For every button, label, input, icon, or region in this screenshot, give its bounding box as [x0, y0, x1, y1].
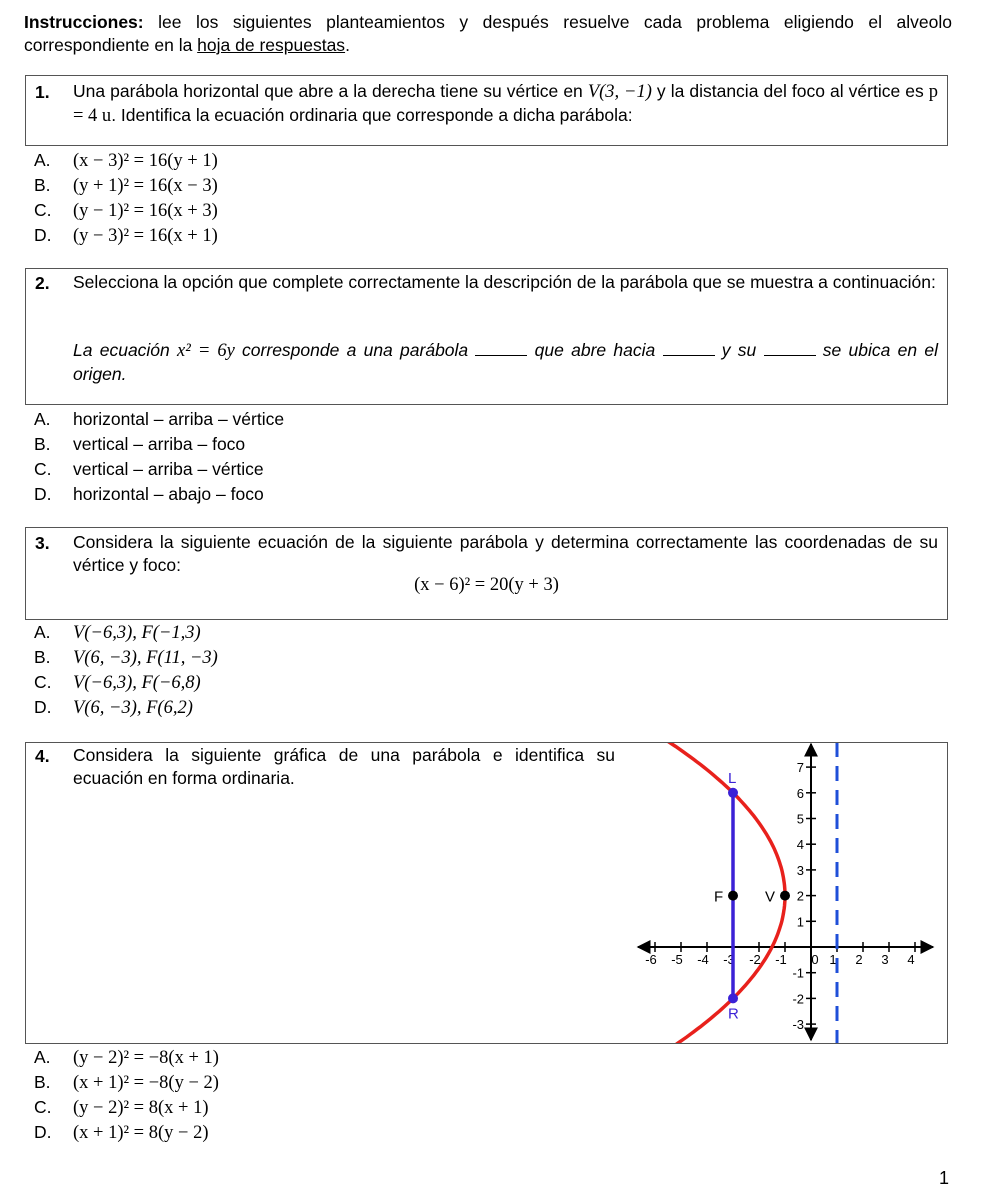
parabola-curve: [577, 742, 785, 1044]
option-text: horizontal – abajo – foco: [73, 484, 264, 504]
x-tick-label: -3: [723, 952, 735, 967]
q2-statement-5: se ubica en el origen.: [73, 340, 938, 384]
option-letter: D.: [34, 484, 52, 504]
option-text: (y + 1)² = 16(x − 3): [73, 176, 218, 196]
blank-1: [475, 341, 527, 356]
option-c[interactable]: [34, 670, 218, 695]
question-4-text: Considera la siguiente gráfica de una parábola e identifica su ecuación en forma ordinaria.: [73, 745, 615, 788]
option-d[interactable]: [34, 223, 218, 248]
label-f: F: [714, 888, 724, 906]
x-tick-label: 2: [855, 952, 863, 967]
option-text: V(6, −3), F(11, −3): [73, 648, 218, 668]
q1-text-1: Una parábola horizontal que abre a la derecha tiene su vértice en: [73, 81, 588, 101]
option-a[interactable]: [34, 1045, 219, 1070]
question-1-text: [73, 80, 938, 128]
option-text: V(6, −3), F(6,2): [73, 698, 193, 718]
option-text: V(−6,3), F(−6,8): [73, 673, 201, 693]
option-letter: B.: [34, 1072, 51, 1092]
point-r: [728, 993, 738, 1003]
instructions-label: Instrucciones:: [24, 12, 144, 32]
y-tick-label: 2: [796, 888, 804, 904]
answer-sheet-link: hoja de respuestas: [197, 35, 346, 55]
question-1-number: 1.: [35, 82, 50, 102]
option-letter: B.: [34, 175, 51, 195]
option-text: (y − 2)² = −8(x + 1): [73, 1048, 219, 1068]
x-tick-label: -5: [671, 952, 683, 967]
q2-statement-4: y su: [714, 340, 764, 360]
option-letter: D.: [34, 1122, 52, 1142]
question-3-number: 3.: [35, 533, 50, 553]
option-letter: A.: [34, 1047, 51, 1067]
x-tick-label: 3: [881, 952, 889, 967]
x-tick-label: 4: [907, 952, 915, 967]
point-focus: [728, 891, 738, 901]
question-2-text: Selecciona la opción que complete correctamente la descripción de la parábola que se muestra a continuación:: [73, 272, 936, 292]
point-vertex: [780, 891, 790, 901]
option-letter: D.: [34, 697, 52, 717]
option-d[interactable]: [34, 695, 218, 720]
y-ticks: [792, 760, 819, 1033]
x-tick-label: -4: [697, 952, 709, 967]
option-a[interactable]: [34, 407, 284, 432]
option-text: (y − 3)² = 16(x + 1): [73, 226, 218, 246]
x-tick-label: -6: [645, 952, 657, 967]
label-v: V: [765, 888, 776, 906]
q2-equation: x² = 6y: [177, 341, 235, 361]
q1-vertex: V(3, −1): [587, 82, 652, 102]
question-3-equation: (x − 6)² = 20(y + 3): [414, 575, 559, 595]
instructions: [24, 11, 952, 57]
question-4-box: [25, 742, 948, 1044]
option-letter: B.: [34, 434, 51, 454]
y-tick-label: -1: [792, 965, 804, 981]
y-tick-label: 3: [796, 862, 804, 878]
y-tick-label: -3: [792, 1017, 804, 1033]
option-d[interactable]: [34, 482, 284, 507]
option-b[interactable]: [34, 645, 218, 670]
option-text: (y − 1)² = 16(x + 3): [73, 201, 218, 221]
q2-statement-2: corresponde a una parábola: [234, 340, 476, 360]
option-text: (x + 1)² = −8(y − 2): [73, 1073, 219, 1093]
option-c[interactable]: [34, 1095, 219, 1120]
x-tick-label: -1: [775, 952, 787, 967]
y-tick-label: 5: [796, 811, 804, 827]
question-4-number: 4.: [35, 746, 50, 766]
question-1-options: [34, 148, 218, 248]
x-tick-label: -2: [749, 952, 761, 967]
blank-3: [764, 341, 816, 356]
option-b[interactable]: [34, 432, 284, 457]
option-text: (x + 1)² = 8(y − 2): [73, 1123, 209, 1143]
x-tick-label: 0: [811, 952, 819, 967]
question-2-options: [34, 407, 284, 507]
x-ticks: [645, 942, 915, 967]
option-letter: B.: [34, 647, 51, 667]
option-letter: C.: [34, 672, 52, 692]
option-a[interactable]: [34, 148, 218, 173]
question-2-box: [25, 268, 948, 405]
y-tick-label: 6: [796, 785, 804, 801]
option-letter: C.: [34, 1097, 52, 1117]
y-tick-label: 1: [796, 914, 804, 930]
question-4-options: [34, 1045, 219, 1145]
question-3-text: Considera la siguiente ecuación de la siguiente parábola y determina correctamente las coordenadas de su vértice y foco:: [73, 532, 938, 575]
option-text: (y − 2)² = 8(x + 1): [73, 1098, 209, 1118]
q2-statement-3: que abre hacia: [527, 340, 663, 360]
option-d[interactable]: [34, 1120, 219, 1145]
y-tick-label: -2: [792, 991, 804, 1007]
option-text: vertical – arriba – foco: [73, 434, 246, 454]
label-l: L: [728, 769, 737, 787]
question-2-statement: [73, 339, 938, 386]
label-r: R: [728, 1005, 739, 1023]
x-tick-label: 1: [829, 952, 837, 967]
option-c[interactable]: [34, 457, 284, 482]
option-letter: A.: [34, 622, 51, 642]
blank-2: [663, 341, 715, 356]
question-3-options: [34, 620, 218, 720]
option-letter: D.: [34, 225, 52, 245]
y-tick-label: 7: [796, 760, 804, 776]
instructions-text: lee los siguientes planteamientos y después resuelve cada problema eligiendo el alveolo correspondiente en la: [24, 12, 952, 55]
option-b[interactable]: [34, 1070, 219, 1095]
question-1-box: [25, 75, 948, 146]
option-text: vertical – arriba – vértice: [73, 459, 264, 479]
q1-text-2: y la distancia del foco al vértice es: [651, 81, 929, 101]
option-c[interactable]: [34, 198, 218, 223]
q1-p-value: p = 4 u: [73, 82, 938, 126]
option-letter: A.: [34, 409, 51, 429]
instructions-end: .: [345, 35, 350, 55]
question-2-number: 2.: [35, 273, 50, 293]
option-letter: C.: [34, 459, 52, 479]
question-3-box: [25, 527, 948, 620]
option-text: V(−6,3), F(−1,3): [73, 623, 201, 643]
option-text: horizontal – arriba – vértice: [73, 409, 285, 429]
option-text: (x − 3)² = 16(y + 1): [73, 151, 218, 171]
option-a[interactable]: [34, 620, 218, 645]
point-l: [728, 788, 738, 798]
option-letter: C.: [34, 200, 52, 220]
page-number: 1: [938, 1168, 949, 1188]
q2-statement-1: La ecuación: [73, 340, 178, 360]
y-tick-label: 4: [796, 837, 804, 853]
q1-text-3: . Identifica la ecuación ordinaria que corresponde a dicha parábola:: [111, 105, 633, 125]
option-b[interactable]: [34, 173, 218, 198]
parabola-graph: [25, 742, 948, 1044]
option-letter: A.: [34, 150, 51, 170]
